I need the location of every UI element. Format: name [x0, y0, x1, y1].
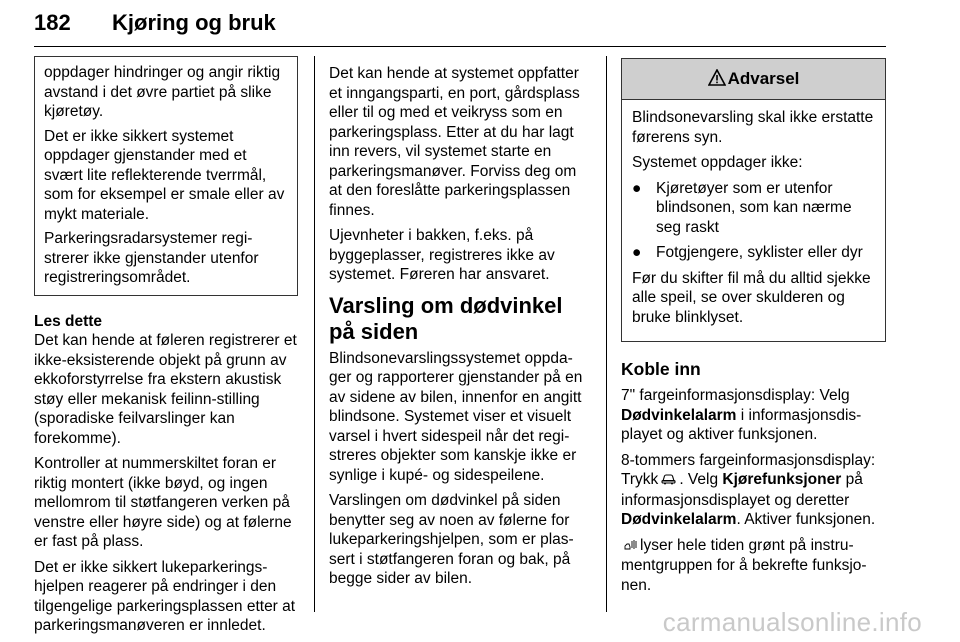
warning-box [621, 58, 886, 342]
text-run: . Aktiver funksjonen. [736, 511, 876, 528]
paragraph: Blindsonevarslingssystemet oppda-ger og rapporterer gjenstander på en av sidene av bilen, innenfor en angitt blindsone. Systemet viser et visuelt varsel i hvert sidespeil når det regi-streres objekter som kanskje ikke er synlige i kupé- og sidespeilene. [329, 349, 583, 484]
warning-paragraph: Blindsonevarsling skal ikke erstatte førerens syn. [632, 109, 874, 146]
paragraph [621, 451, 886, 530]
text-run: lyser hele tiden grønt på instru-mentgruppen for å bekrefte funksjo-nen. [621, 536, 867, 594]
bullet-text: Fotgjengere, syklister eller dyr [656, 244, 863, 261]
column-divider [606, 56, 607, 612]
paragraph: Ujevnheter i bakken, f.eks. på byggeplasser, registreres ikke av systemet. Føreren har ansvaret. [329, 227, 555, 283]
bullet-dot: ● [632, 244, 642, 261]
box-paragraph: oppdager hindringer og angir riktig avstand i det øvre partiet på slike kjøretøy. [44, 64, 281, 120]
column-right [621, 56, 886, 601]
paragraph: Det kan hende at systemet oppfatter et inngangsparti, en port, gårdsplass eller til og med et veikryss som en parkeringsplass. Etter at du har lagt inn revers, vil systemet starte en parkeringsmanøver. Forviss deg om at den foreslåtte parkeringsplassen finnes. [329, 65, 580, 219]
warning-body [622, 100, 885, 341]
paragraph [621, 386, 886, 445]
box-paragraph: Parkeringsradarsystemer regi-strerer ikke gjenstander utenfor registreringsområdet. [44, 230, 259, 286]
warning-header [622, 59, 885, 100]
text-run: 8-tommers fargeinformasjonsdisplay: Trykk [621, 451, 876, 488]
warning-paragraph: Systemet oppdager ikke: [632, 154, 803, 171]
text-run: i informasjonsdis-playet og aktiver funksjonen. [621, 406, 862, 443]
paragraph [621, 536, 886, 596]
text-run: . Velg [679, 471, 723, 488]
bullet-item [632, 179, 875, 238]
page-header [34, 8, 886, 47]
section-title: Kjøring og bruk [112, 10, 276, 35]
paragraph: Det kan hende at føleren registrerer et ikke-eksisterende objekt på grunn av ekkoforstyrrelse fra ekstern akustisk støy eller mekanisk feilinn-stilling (sporadiske feilvarslinger kan forekomme). [34, 332, 297, 447]
bullet-text: Kjøretøyer som er utenfor blindsonen, som kan nærme seg raskt [656, 179, 852, 236]
menu-term: Dødvinkelalarm [621, 406, 737, 424]
car-settings-icon [661, 471, 676, 491]
warning-triangle-icon [708, 61, 726, 101]
bullet-item [632, 243, 875, 263]
info-box [34, 56, 298, 296]
watermark: carmanualsonline.info [662, 607, 922, 637]
column-middle [329, 64, 591, 595]
section-heading: Varsling om dødvinkel på siden [329, 292, 563, 344]
text-run: på informasjonsdisplayet og deretter [621, 471, 863, 509]
text-run: 7" fargeinformasjonsdisplay: Velg [621, 387, 850, 404]
paragraph: Det er ikke sikkert lukeparkerings-hjelpen reagerer på endringer i den tilgengelige parkeringsplassen etter at parkeringsmanøveren er innledet. [34, 558, 296, 634]
paragraph: Varslingen om dødvinkel på siden benytter seg av noen av følerne for lukeparkeringshjelpen, som er plas-sert i støtfangeren foran og bak, på begge sider av bilen. [329, 492, 574, 587]
note-heading: Les dette [34, 312, 103, 330]
page-number: 182 [34, 10, 71, 35]
blind-spot-indicator-icon [624, 537, 637, 557]
warning-title: Advarsel [727, 69, 800, 88]
bullet-dot: ● [632, 179, 642, 197]
paragraph: Kontroller at nummerskiltet foran er riktig montert (ikke bøyd, og ingen mellomrom til støtfangeren verken på venstre eller høyre side) og at følerne er fast på plass. [34, 455, 292, 550]
column-left [34, 56, 298, 642]
section-heading: Koble inn [621, 359, 701, 379]
warning-paragraph: Før du skifter fil må du alltid sjekke alle speil, se over skulderen og bruke blinklyset. [632, 269, 871, 326]
menu-term: Dødvinkelalarm [621, 511, 737, 528]
menu-term: Kjørefunksjoner [722, 471, 842, 488]
column-divider [314, 56, 315, 612]
box-paragraph: Det er ikke sikkert systemet oppdager gjenstander med et svært lite reflekterende tverrmål, som for eksempel er smale eller av mykt materiale. [44, 127, 285, 223]
